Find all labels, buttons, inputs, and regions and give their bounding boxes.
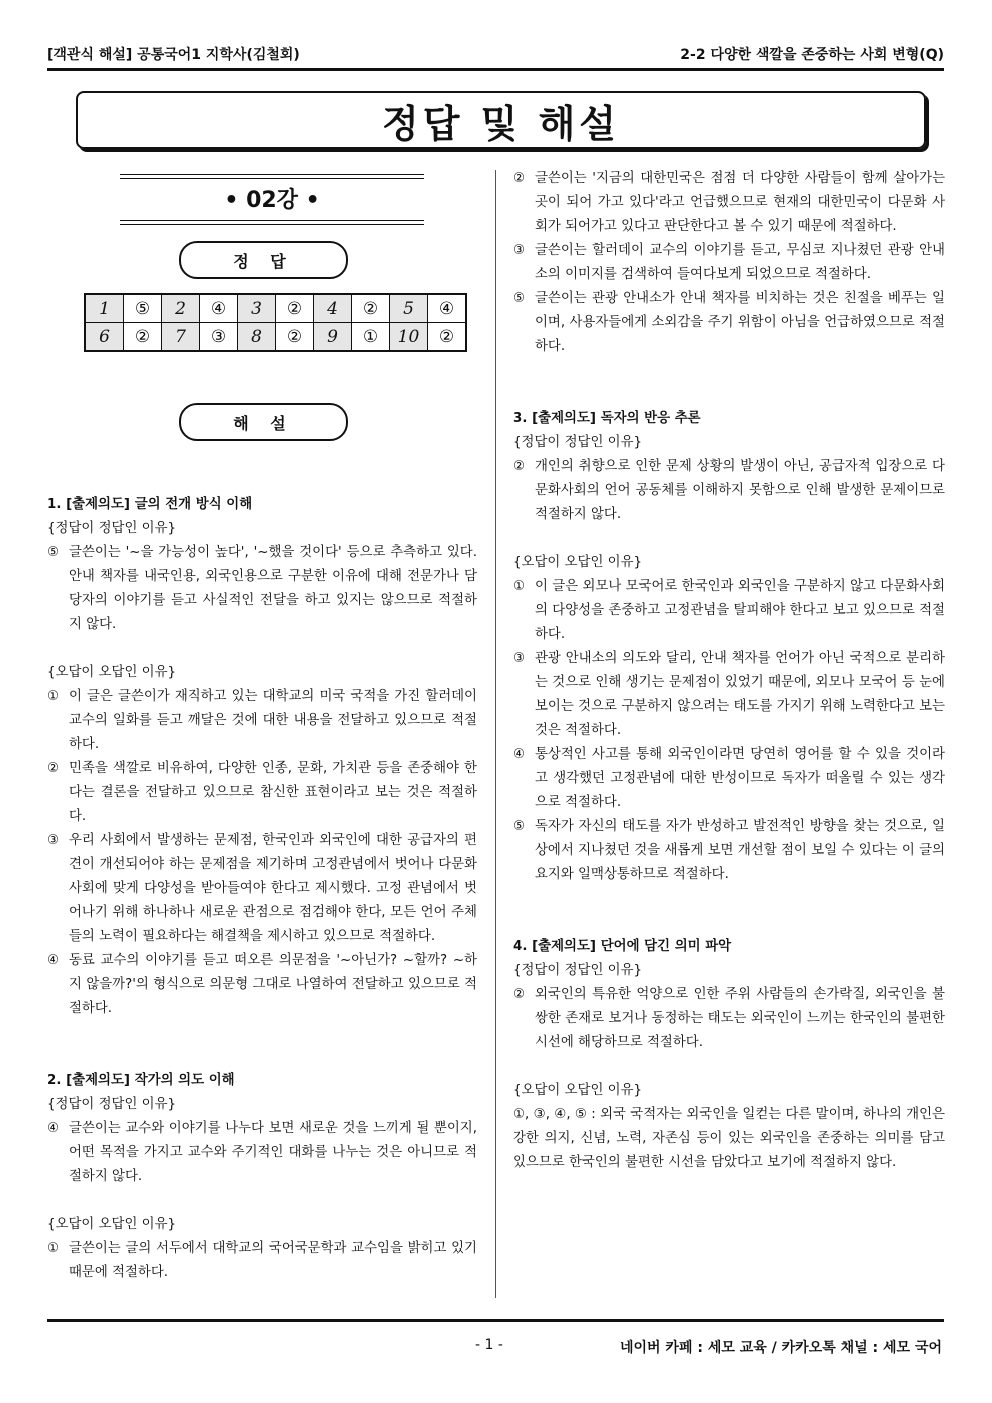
item-text: 독자가 자신의 태도를 자가 반성하고 발전적인 방향을 찾는 것으로, 일상에서 지나쳤던 것을 새롭게 보면 개선할 점이 보일 수 있다는 이 글의 요지와 일맥상통하므로 적절하다.: [535, 819, 945, 882]
item-marker: ③: [513, 243, 526, 258]
q3-correct-item: [513, 455, 945, 527]
answer-number: 6: [85, 323, 124, 352]
header-right: 2-2 다양한 색깔을 존중하는 사회 변형(Q): [680, 47, 944, 63]
answer-choice: ②: [276, 323, 314, 352]
answer-number: 9: [314, 323, 352, 352]
item-text: 통상적인 사고를 통해 외국인이라면 당연히 영어를 할 수 있을 것이라고 생각했던 고정관념에 대한 반성이므로 독자가 떠올릴 수 있는 생각으로 적절하다.: [535, 747, 945, 810]
answer-choice: ④: [200, 294, 238, 323]
q4-wrong-text: ①, ③, ④, ⑤ : 외국 국적자는 외국인을 일컫는 다른 말이며, 하나의 개인은 강한 의지, 신념, 노력, 자존심 등이 있는 외국인을 존중하는 의미를 담고 있으므로 한국인의 불편한 시선을 담았다고 보기에 적절하지 않다.: [513, 1107, 945, 1170]
header-rule: [47, 68, 944, 71]
q1-correct-item: [47, 541, 477, 637]
q3-wrong-heading: {오답이 오답인 이유}: [513, 555, 643, 570]
q4-correct-heading: {정답이 정답인 이유}: [513, 963, 643, 978]
answer-row: [85, 323, 466, 352]
item-text: 외국인의 특유한 억양으로 인한 주위 사람들의 손가락질, 외국인을 불쌍한 존재로 보거나 동정하는 태도는 외국인이 느끼는 한국인의 불편한 시선에 해당하므로 적절하다.: [535, 987, 945, 1050]
answer-choice: ①: [352, 323, 390, 352]
answer-number: 1: [85, 294, 124, 323]
explanation-label: 해 설: [179, 403, 348, 441]
page-title: 정답 및 해설: [76, 91, 926, 149]
answer-choice: ⑤: [124, 294, 162, 323]
page-number: - 1 -: [475, 1337, 503, 1353]
item-text: 글쓴이는 관광 안내소가 안내 책자를 비치하는 것은 친절을 베푸는 일이며, 사용자들에게 소외감을 주기 위함이 아님을 언급하였으므로 적절하다.: [535, 291, 945, 354]
item-text: 동료 교수의 이야기를 듣고 떠오른 의문점을 '~아닌가? ~할까? ~하지 않을까?'의 형식으로 의문형 그대로 나열하여 전달하고 있으므로 적절하다.: [69, 953, 477, 1016]
q2-wrong-item: [513, 287, 945, 359]
answer-row: [85, 294, 466, 323]
q2-correct-item: [47, 1117, 477, 1189]
q3-wrong-item: [513, 815, 945, 887]
q1-correct-heading: {정답이 정답인 이유}: [47, 521, 177, 536]
q2-wrong-item: [513, 167, 945, 239]
item-text: 이 글은 외모나 모국어로 한국인과 외국인을 구분하지 않고 다문화사회의 다양성을 존중하고 고정관념을 탈피해야 한다고 보고 있으므로 적절하다.: [535, 579, 945, 642]
q1-wrong-item: [47, 757, 477, 829]
q3-title: 3. [출제의도] 독자의 반응 추론: [513, 411, 701, 426]
q2-correct-heading: {정답이 정답인 이유}: [47, 1097, 177, 1112]
answer-choice: ④: [428, 294, 467, 323]
item-marker: ③: [513, 651, 526, 666]
q4-correct-item: [513, 983, 945, 1055]
answer-number: 5: [390, 294, 428, 323]
item-text: 관광 안내소의 의도와 달리, 안내 책자를 언어가 아닌 국적으로 분리하는 것으로 인해 생기는 문제점이 있었기 때문에, 외모나 모국어 등 눈에 보이는 것으로 구분하지 않으려는 태도를 가지기 위해 노력한다고 보는 것은 적절하다.: [535, 651, 945, 738]
right-column: [513, 167, 945, 1175]
item-text: 글쓴이는 '~을 가능성이 높다', '~했을 것이다' 등으로 추측하고 있다. 안내 책자를 내국인용, 외국인용으로 구분한 이유에 대해 전문가나 담당자의 이야기를 듣고 사실적인 전달을 하고 있지는 않으므로 적절하지 않다.: [69, 545, 477, 632]
item-marker: ②: [47, 761, 60, 776]
q1-title: 1. [출제의도] 글의 전개 방식 이해: [47, 497, 253, 512]
item-marker: ③: [47, 833, 60, 848]
q3-correct-heading: {정답이 정답인 이유}: [513, 435, 643, 450]
q3-wrong-item: [513, 743, 945, 815]
lecture-heading: [120, 174, 424, 225]
q2-wrong-item: [47, 1237, 477, 1285]
item-text: 글쓴이는 교수와 이야기를 나누다 보면 새로운 것을 느끼게 될 뿐이지, 어떤 목적을 가지고 교수와 주기적인 대화를 나누는 것은 아니므로 적절하지 않다.: [69, 1121, 477, 1184]
item-marker: ⑤: [513, 291, 526, 306]
q4-wrong-heading: {오답이 오답인 이유}: [513, 1083, 643, 1098]
answer-number: 10: [390, 323, 428, 352]
q2-wrong-heading: {오답이 오답인 이유}: [47, 1217, 177, 1232]
left-column: [47, 493, 477, 1285]
item-marker: ②: [513, 171, 526, 186]
q1-wrong-heading: {오답이 오답인 이유}: [47, 665, 177, 680]
item-marker: ④: [513, 747, 526, 762]
answer-choice: ②: [352, 294, 390, 323]
answer-number: 8: [238, 323, 276, 352]
item-marker: ④: [47, 953, 60, 968]
answer-table: [84, 293, 467, 352]
item-text: 우리 사회에서 발생하는 문제점, 한국인과 외국인에 대한 공급자의 편견이 개선되어야 하는 문제점을 제기하며 고정관념에서 벗어나 다문화사회에 맞게 다양성을 받아들여야 한다고 제시했다. 고정 관념에서 벗어나기 위해 하나하나 새로운 관점으로 점검해야 한다, 모든 언어 주체들의 노력이 필요하다는 해결책을 제시하고 있으므로 적절하다.: [69, 833, 477, 944]
answer-choice: ②: [276, 294, 314, 323]
q4-title: 4. [출제의도] 단어에 담긴 의미 파악: [513, 939, 732, 954]
answer-number: 4: [314, 294, 352, 323]
item-marker: ①: [47, 689, 60, 704]
item-marker: ①: [513, 579, 526, 594]
lecture-label: • 02강 •: [224, 188, 320, 213]
item-text: 개인의 취향으로 인한 문제 상황의 발생이 아닌, 공급자적 입장으로 다문화사회의 언어 공동체를 이해하지 못함으로 인해 발생한 문제이므로 적절하지 않다.: [535, 459, 945, 522]
item-text: 민족을 색깔로 비유하여, 다양한 인종, 문화, 가치관 등을 존중해야 한다는 결론을 전달하고 있으므로 참신한 표현이라고 보는 것은 적절하다.: [69, 761, 477, 824]
item-text: 글쓴이는 할러데이 교수의 이야기를 듣고, 무심코 지나쳤던 관광 안내소의 이미지를 검색하여 들여다보게 되었으므로 적절하다.: [535, 243, 945, 282]
q1-wrong-item: [47, 949, 477, 1021]
item-marker: ⑤: [513, 819, 526, 834]
q1-wrong-item: [47, 685, 477, 757]
answer-label: 정 답: [179, 241, 348, 279]
answer-number: 2: [162, 294, 200, 323]
item-marker: ②: [513, 459, 526, 474]
q3-wrong-item: [513, 575, 945, 647]
answer-choice: ②: [428, 323, 467, 352]
answer-number: 3: [238, 294, 276, 323]
q3-wrong-item: [513, 647, 945, 743]
answer-choice: ③: [200, 323, 238, 352]
item-marker: ⑤: [47, 545, 60, 560]
item-marker: ④: [47, 1121, 60, 1136]
footer-credit: 네이버 카페 : 세모 교육 / 카카오톡 채널 : 세모 국어: [619, 1340, 942, 1356]
item-text: 이 글은 글쓴이가 재직하고 있는 대학교의 미국 국적을 가진 할러데이 교수의 일화를 듣고 깨달은 것에 대한 내용을 전달하고 있으므로 적절하다.: [69, 689, 477, 752]
column-divider: [495, 170, 496, 1298]
item-text: 글쓴이는 '지금의 대한민국은 점점 더 다양한 사람들이 함께 살아가는 곳이 되어 가고 있다'라고 언급했으므로 현재의 대한민국이 다문화 사회가 되어가고 있다고 판단한다고 볼 수 있기 때문에 적절하다.: [535, 171, 945, 234]
footer-rule: [47, 1319, 944, 1322]
header-left: [객관식 해설] 공통국어1 지학사(김철회): [47, 47, 300, 63]
q1-wrong-item: [47, 829, 477, 949]
answer-number: 7: [162, 323, 200, 352]
q2-title: 2. [출제의도] 작가의 의도 이해: [47, 1073, 235, 1088]
item-marker: ②: [513, 987, 526, 1002]
q2-wrong-item: [513, 239, 945, 287]
item-marker: ①: [47, 1241, 60, 1256]
item-text: 글쓴이는 글의 서두에서 대학교의 국어국문학과 교수임을 밝히고 있기 때문에 적절하다.: [69, 1241, 477, 1280]
answer-choice: ②: [124, 323, 162, 352]
